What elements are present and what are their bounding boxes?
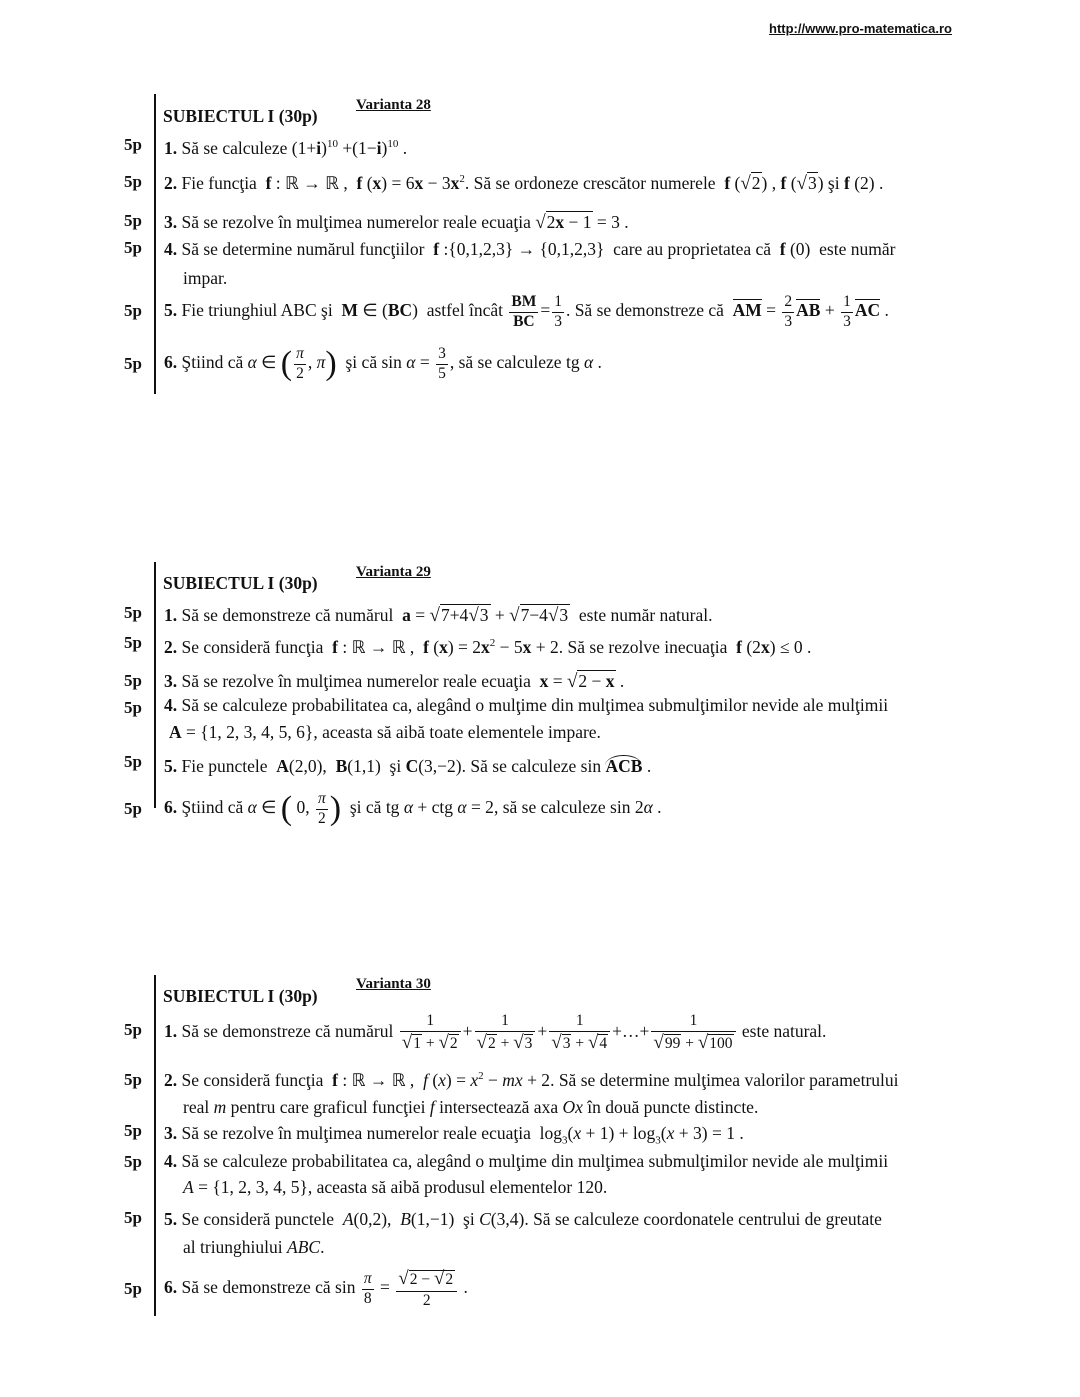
margin-line	[154, 562, 156, 808]
problem-2: 2. Fie funcţia f : ℝ → ℝ , f $(x) = 6x - 3x^2$. Să se ordoneze crescător numerele f (√2) , f (√3) şi f (2) .	[164, 173, 884, 194]
formula: sin α = $\frac{3}{5}$	[381, 345, 446, 382]
problem-4: 4. Să se calculeze probabilitatea ca, alegând o mulţime din mulţimea submulţimilor nevide ale mulţimii	[164, 695, 889, 715]
points-label: 5p	[124, 238, 142, 257]
points-label: 5p	[124, 301, 142, 320]
problem-5: 5. Fie triunghiul ABC şi M ∈ (BC) astfel încât $\frac{BM}{BC}$ = $\frac{1}{3}$ . Să se demonstreze că AM = $\frac{2}{3}$ AB + $\frac{1}{3}$ AC .	[164, 293, 889, 330]
formula: sin $\frac{\pi}{8}$ = $\frac{√2 - √2}{2}$ .	[335, 1268, 468, 1309]
variant-name: Varianta 30	[356, 976, 431, 992]
problem-1: 1. Să se demonstreze că numărul $\frac{1}{√1 + √2}$ + $\frac{1}{√2 + √3}$ + $\frac{1}{√3 + √4}$ +…+ $\frac{1}{√99 + √100}$ este natural.	[164, 1012, 827, 1053]
formula: A = {1, 2, 3, 4, 5, 6}	[169, 722, 314, 742]
formula: tg α .	[565, 352, 602, 373]
margin-line	[154, 975, 156, 1316]
subject-title: SUBIECTUL I (30p)	[163, 986, 318, 1006]
formula: M ∈ (BC)	[341, 300, 423, 321]
points-label: 5p	[124, 1208, 142, 1227]
points-label: 5p	[124, 354, 142, 373]
points-label: 5p	[124, 671, 142, 690]
points-label: 5p	[124, 1279, 142, 1298]
points-label: 5p	[124, 1152, 142, 1171]
formula: AM = $\frac{2}{3}$ AB + $\frac{1}{3}$ AC .	[732, 293, 889, 330]
points-label: 5p	[124, 211, 142, 230]
problem-6: 6. Să se demonstreze că sin $\frac{\pi}{8}$ = $\frac{√2 - √2}{2}$ .	[164, 1268, 468, 1309]
problem-2: 2. Se consideră funcţia f : ℝ → ℝ , f $(x) = 2x^2 - 5x + 2$. Să se rezolve inecuaţia f (2x) ≤ 0 .	[164, 636, 812, 657]
points-label: 5p	[124, 1070, 142, 1089]
margin-line	[154, 94, 156, 394]
points-label: 5p	[124, 752, 142, 771]
formula: f (0)	[779, 239, 815, 259]
formula: f : ℝ → ℝ , f $(x) = 2x^2 - 5x + 2$	[332, 636, 559, 657]
formula: $\frac{1}{√1 + √2}$ + $\frac{1}{√2 + √3}$ + $\frac{1}{√3 + √4}$ +…+ $\frac{1}{√99 + √100}$	[398, 1021, 742, 1041]
problem-6: 6. Ştiind că α ∈ ( $\frac{\pi}{2}$ , π) şi că sin α = $\frac{3}{5}$ , să se calculeze tg α .	[164, 345, 602, 383]
problem-1: 1. Să se demonstreze că numărul a = √7+4√3 + √7−4√3 este număr natural.	[164, 605, 713, 626]
formula: $(1+i)^{10} +(1-i)^{10}$ .	[291, 137, 408, 158]
fraction: $\frac{BM}{BC}$	[511, 293, 537, 330]
problem-4: 4. Să se calculeze probabilitatea ca, alegând o mulţime din mulţimea submulţimilor nevide ale mulţimii	[164, 1151, 889, 1171]
points-label: 5p	[124, 1121, 142, 1140]
formula: A(0,2), B(1,−1)	[342, 1209, 459, 1229]
problem-4-continuation: A = {1, 2, 3, 4, 5}, aceasta să aibă produsul elementelor 120.	[183, 1177, 608, 1197]
formula: sin ACB .	[580, 756, 652, 776]
formula: $\log_3(x + 1) + \log_3(x + 3) = 1$ .	[535, 1123, 744, 1147]
formula: A(2,0), B(1,1)	[276, 756, 386, 776]
formula: tg α + ctg α = 2	[385, 797, 494, 818]
formula: C(3,−2)	[405, 756, 462, 776]
formula: f (√2) , f (√3)	[724, 173, 824, 194]
points-label: 5p	[124, 633, 142, 652]
formula: f : ℝ → ℝ , f $(x) = 6x - 3x^2$	[265, 173, 465, 193]
formula: x = √2 − x .	[539, 671, 625, 692]
subject-title: SUBIECTUL I (30p)	[163, 573, 318, 593]
problem-1: 1. Să se calculeze $(1+i)^{10} +(1-i)^{10}$ .	[164, 137, 408, 158]
formula: f : ℝ → ℝ , f $(x) = x^2$ − mx + 2	[332, 1069, 551, 1090]
points-label: 5p	[124, 799, 142, 818]
points-label: 5p	[124, 603, 142, 622]
formula: C(3,4)	[479, 1209, 525, 1229]
subject-title: SUBIECTUL I (30p)	[163, 106, 318, 126]
points-label: 5p	[124, 698, 142, 717]
fraction: $\frac{1}{3}$	[554, 293, 562, 330]
problem-3: 3. Să se rezolve în mulţimea numerelor reale ecuaţia x = √2 − x .	[164, 671, 625, 692]
formula: f :{0,1,2,3} → {0,1,2,3}	[433, 239, 609, 259]
problem-4: 4. Să se determine numărul funcţiilor f :{0,1,2,3} → {0,1,2,3} care au proprietatea că f (0) este număr	[164, 239, 896, 259]
problem-5: 5. Se consideră punctele A(0,2), B(1,−1) şi C(3,4). Să se calculeze coordonatele centrului de greutate	[164, 1209, 882, 1229]
formula: α ∈ ( $\frac{\pi}{2}$ , π)	[247, 345, 337, 383]
formula: A = {1, 2, 3, 4, 5}	[183, 1177, 308, 1197]
problem-4-continuation: impar.	[183, 268, 228, 288]
variant-name: Varianta 29	[356, 564, 431, 580]
problem-2-continuation: real m pentru care graficul funcţiei f intersectează axa Ox în două puncte distincte.	[183, 1097, 759, 1117]
problem-3: 3. Să se rezolve în mulţimea numerelor reale ecuaţia $\log_3(x + 1) + \log_3(x + 3) = 1$ .	[164, 1123, 744, 1147]
problem-3: 3. Să se rezolve în mulţimea numerelor reale ecuaţia √2x − 1 = 3 .	[164, 212, 629, 233]
formula: √2x − 1 = 3 .	[535, 212, 629, 233]
problem-5-continuation: al triunghiului ABC.	[183, 1237, 325, 1257]
variant-name: Varianta 28	[356, 97, 431, 113]
points-label: 5p	[124, 135, 142, 154]
points-label: 5p	[124, 172, 142, 191]
formula: sin 2α .	[610, 797, 662, 818]
problem-5: 5. Fie punctele A(2,0), B(1,1) şi C(3,−2). Să se calculeze sin ACB .	[164, 756, 652, 776]
formula: a = √7+4√3 + √7−4√3	[402, 605, 569, 626]
problem-6: 6. Ştiind că α ∈ ( 0, $\frac{\pi}{2}$ ) şi că tg α + ctg α = 2, să se calculeze sin 2α .	[164, 790, 662, 828]
points-label: 5p	[124, 1020, 142, 1039]
formula: α ∈ ( 0, $\frac{\pi}{2}$ )	[247, 790, 342, 828]
formula: f (2x) ≤ 0 .	[736, 636, 812, 657]
formula: f (2) .	[843, 173, 884, 193]
problem-2: 2. Se consideră funcţia f : ℝ → ℝ , f $(x) = x^2$ − mx + 2. Să se determine mulţimea valorilor parametrului	[164, 1069, 899, 1090]
problem-4-continuation: A = {1, 2, 3, 4, 5, 6}, aceasta să aibă toate elementele impare.	[169, 722, 601, 742]
source-url[interactable]: http://www.pro-matematica.ro	[769, 21, 952, 36]
